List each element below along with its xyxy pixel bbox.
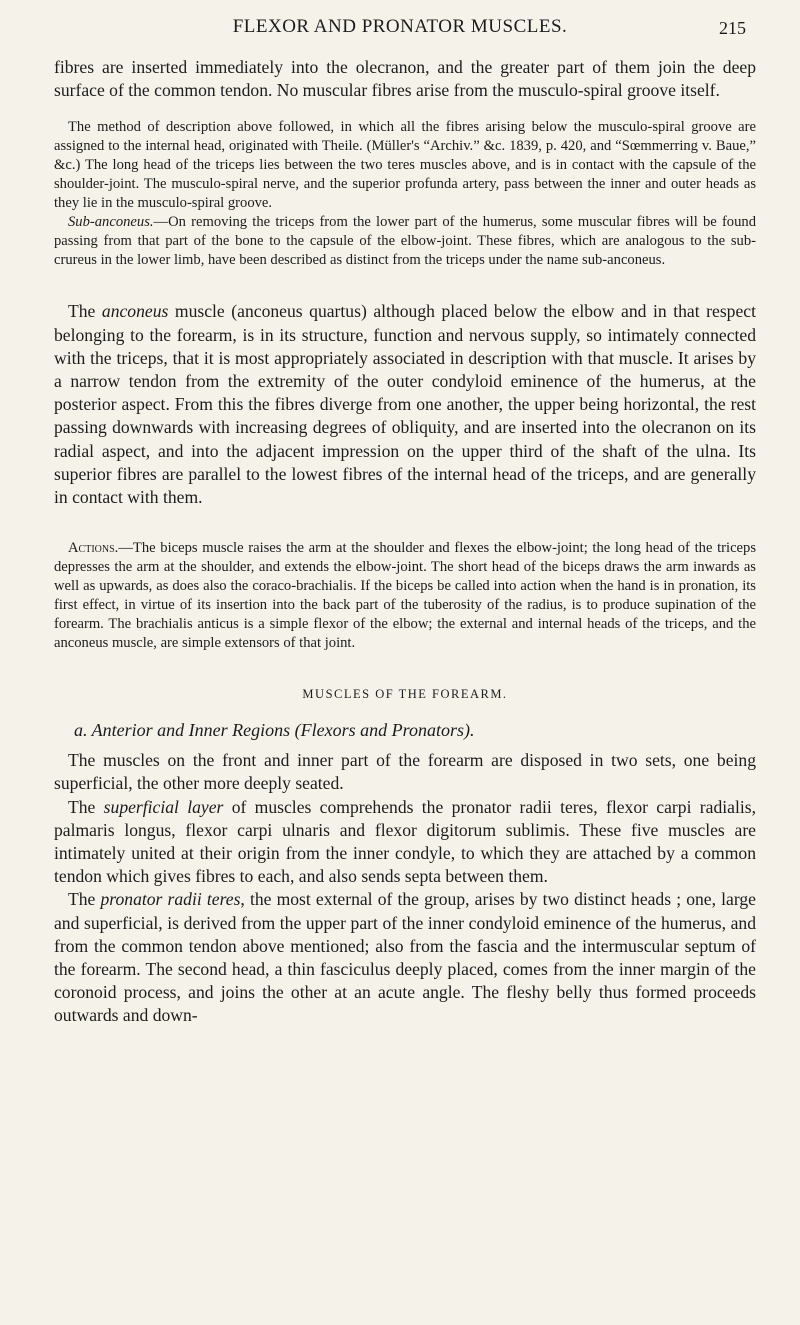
paragraph-pronator-text: , the most external of the group, arises by two distinct heads ; one, large and superficial, is derived from the upper part of the inner condyloid eminence of the humerus, and from the common tendon above mentioned; also from the fascia and the intermuscular septum of the forearm. The second head, a thin fasciculus deeply placed, comes from the inner margin of the coronoid process, and joins the other at an acute angle. The fleshy belly thus formed proceeds outwards and down- [54,889,756,1026]
paragraph-two-sets: The muscles on the front and inner part of the forearm are disposed in two sets, one being superficial, the other more deeply seated. [54,750,756,794]
note-sub-anconeus-text: —On removing the triceps from the lower part of the humerus, some muscular fibres will be found passing from that part of the bone to the capsule of the elbow-joint. These fibres, which are analogous to the sub-crureus in the lower limb, have been described as distinct from the triceps under the name sub-anconeus. [54,214,756,269]
term-pronator-teres: pronator radii teres [100,889,241,910]
running-title: FLEXOR AND PRONATOR MUSCLES. [232,16,568,37]
paragraph-anconeus-lead: The [68,301,102,322]
subsection-heading: a. Anterior and Inner Regions (Flexors and Pronators). [74,720,475,741]
paragraph-anconeus [54,300,756,509]
note-theile-method: The method of description above followed, in which all the fibres arising below the musculo-spiral groove are assigned to the internal head, originated with Theile. (Müller's “Archiv.” &c. 1839, p. 420, and “Sœmmerring v. Baue,” &c.) The long head of the triceps lies between the two teres muscles above, and is in contact with the capsule of the shoulder-joint. The musculo-spiral nerve, and the superior profunda artery, pass between the inner and outer heads as they lie in the musculo-spiral groove. [54,119,756,212]
note-actions-text: —The biceps muscle raises the arm at the shoulder and flexes the elbow-joint; the long head of the triceps depresses the arm at the shoulder, and extends the elbow-joint. The short head of the biceps draws the arm inwards as well as upwards, as does also the coraco-brachialis. If the biceps be called into action when the hand is in pronation, its first effect, in virtue of its insertion into the back part of the tuberosity of the radius, is to produce supination of the forearm. The brachialis anticus is a simple flexor of the elbow; the external and internal heads of the triceps, and the anconeus muscle, are simple extensors of that joint. [54,540,756,652]
paragraph-continuation: fibres are inserted immediately into the olecranon, and the greater part of them join the deep surface of the common tendon. No muscular fibres arise from the musculo-spiral groove itself. [54,57,756,101]
term-actions: Actions. [68,540,119,557]
note-actions [54,539,756,653]
term-sub-anconeus: Sub-anconeus. [68,214,154,231]
running-head [54,16,746,44]
paragraph-pronator-lead: The [68,889,101,910]
body-text [54,56,756,1028]
paragraph-pronator-teres [54,888,756,1027]
paragraph-superficial-text: of muscles comprehends the pronator radii teres, flexor carpi radialis, palmaris longus, flexor carpi ulnaris and flexor digitorum sublimis. These five muscles are intimately united at their origin from the inner condyle, to which they are attached by a common tendon which gives fibres to each, and also sends septa between them. [54,796,756,887]
paragraph-superficial-lead: The [68,796,104,817]
term-superficial-layer: superficial layer [103,796,224,817]
paragraph-anconeus-text: muscle (anconeus quartus) although placed below the elbow and in that respect belonging to the forearm, is in its structure, function and nervous supply, so intimately connected with the triceps, that it is most appropriately associated in description with that muscle. It arises by a narrow tendon from the extremity of the outer condyloid eminence of the humerus, at the posterior aspect. From this the fibres diverge from one another, the upper being horizontal, the rest passing downwards with increasing degrees of obliquity, and are inserted into the olecranon on its radial aspect, and into the adjacent impression on the upper third of the shaft of the ulna. Its superior fibres are parallel to the lowest fibres of the internal head of the triceps, and are generally in contact with them. [54,301,756,508]
section-heading: MUSCLES OF THE FOREARM. [302,687,508,702]
term-anconeus: anconeus [101,301,169,322]
note-sub-anconeus [54,213,756,270]
paragraph-superficial-layer [54,796,756,889]
page-number: 215 [719,18,746,38]
